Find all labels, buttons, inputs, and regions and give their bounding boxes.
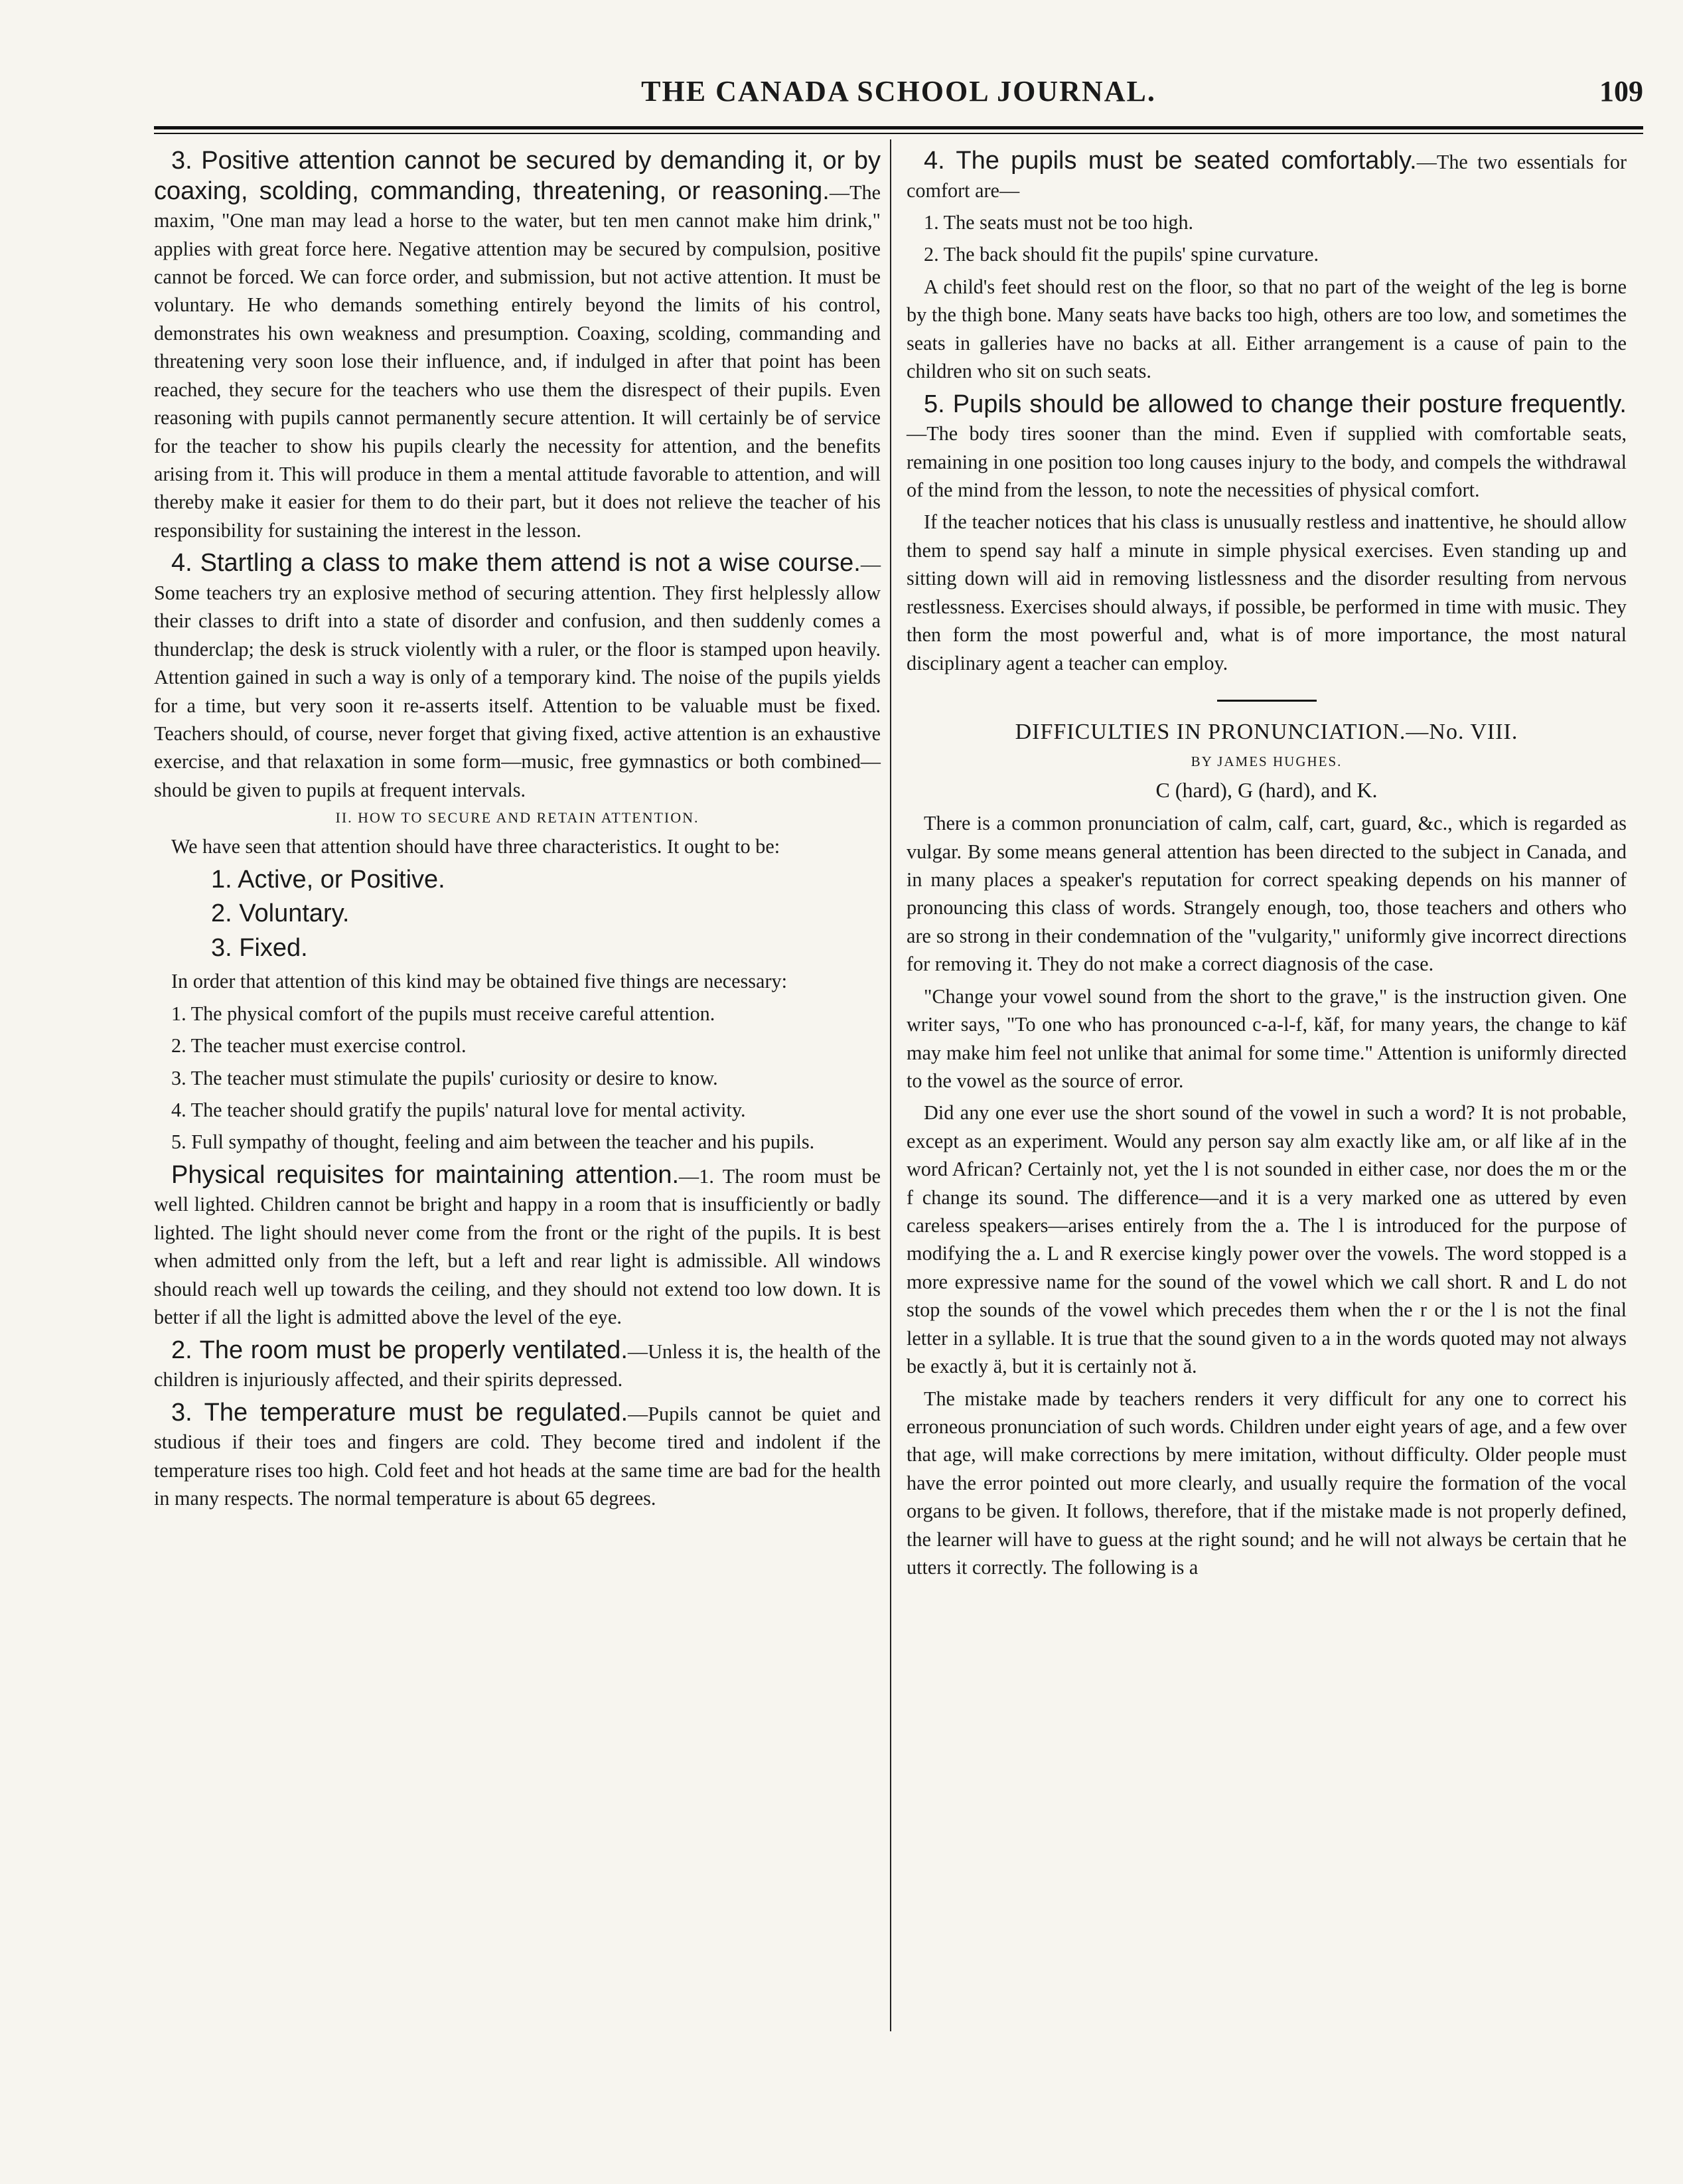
requirement-item: 1. The physical comfort of the pupils must receive careful attention. [171, 1002, 715, 1025]
lead-posture: 5. Pupils should be allowed to change their posture frequently. [924, 390, 1627, 418]
lead-physical-requisites: Physical requisites for maintaining attention. [171, 1160, 680, 1189]
paragraph-temperature [154, 1398, 881, 1513]
column-divider [890, 139, 891, 2031]
article-paragraph: Did any one ever use the short sound of the vowel in such a word? It is not probable, except as an experiment. Would any person say alm exactly like am, or alf like af in the word African? Certainly not, yet the l is not sounded in either case, nor does the m or the f change its sound. The difference—and it is a very marked one as uttered by even careless speakers—arises entirely from the a. The l is introduced for the purpose of modifying the a. L and R exercise kingly power over the vowels. The word stopped is a more expressive name for the sound of the vowel which we call short. R and L do not stop the sounds of the vowel which precedes them when the r or the l is not the final letter in a syllable. It is true that the sound given to a in the words quoted may not always be exactly ä, but it is certainly not ă. [907, 1101, 1627, 1378]
lead-ventilated: 2. The room must be properly ventilated. [171, 1336, 628, 1364]
lead-seated: 4. The pupils must be seated comfortably. [924, 147, 1417, 175]
article-title: DIFFICULTIES IN PRONUNCIATION.—No. VIII. [1015, 719, 1518, 744]
requirement-item: 5. Full sympathy of thought, feeling and aim between the teacher and his pupils. [171, 1131, 815, 1154]
article-paragraph: There is a common pronunciation of calm, calf, cart, guard, &c., which is regarded as vulgar. By some means general attention has been directed to the subject in Canada, and in many places a speaker's reputation for correct speaking depends on his manner of pronouncing this class of words. Strangely enough, too, those teachers and others who are so strong in their condemnation of the "vulgarity," uniformly give incorrect directions for removing it. They do not make a correct diagnosis of the case. [907, 812, 1627, 976]
requirement-item: 3. The teacher must stimulate the pupils' curiosity or desire to know. [171, 1066, 718, 1089]
header-rule-thin [154, 133, 1643, 134]
paragraph-seated [907, 146, 1627, 204]
page-header [154, 74, 1643, 121]
header-rule-thick [154, 126, 1643, 129]
characteristic-item: 3. Fixed. [211, 933, 308, 962]
lead-positive-attention: 3. Positive attention cannot be secured by demanding it, or by coaxing, scolding, commanding, threatening, or reasoning. [154, 147, 881, 205]
journal-title: THE CANADA SCHOOL JOURNAL. [641, 75, 1156, 108]
body-posture: —The body tires sooner than the mind. Even if supplied with comfortable seats, remaining in one position too long causes injury to the body, and compels the withdrawal of the mind from the lesson, to note the necessities of physical comfort. [907, 422, 1627, 501]
requirement-item: 4. The teacher should gratify the pupils' natural love for mental activity. [171, 1099, 746, 1122]
paragraph-ventilated [154, 1336, 881, 1394]
paragraph-positive-attention [154, 146, 881, 544]
body-seated: —The two essentials for comfort are— [907, 151, 1627, 202]
lead-startling-class: 4. Startling a class to make them attend is not a wise course. [171, 549, 861, 578]
seat-rule-item: 1. The seats must not be too high. [924, 211, 1194, 234]
body-positive-attention: —The maxim, "One man may lead a horse to the water, but ten men cannot make him drink," applies with great force here. Negative attention may be secured by compulsion, positive cannot be forced. We can force order, and submission, but not active attention. It must be voluntary. He who demands something entirely beyond the limits of his control, demonstrates his own weakness and presumption. Coaxing, scolding, commanding and threatening very soon lose their influence, and, if indulged in after that point has been reached, they secure for the teachers who use them the disrespect of their pupils. Even reasoning with pupils cannot permanently secure attention. It will certainly be of service for the teacher to show his pupils clearly the necessity for attention, and the benefits arising from it. This will produce in them a mental attitude favorable to attention, and will thereby make it easier for them to do their part, but it does not relieve the teacher of his responsibility for sustaining the interest in the lesson. [154, 181, 881, 542]
page-number: 109 [1599, 75, 1643, 108]
right-column [907, 146, 1627, 1586]
paragraph-restless: If the teacher notices that his class is unusually restless and inattentive, he should allow them to spend say half a minute in simple physical exercises. Even standing up and sitting down will aid in removing listlessness and the disorder resulting from nervous restlessness. Exercises should always, if possible, be performed in time with music. They then form the most powerful and, what is of more importance, the most natural disciplinary agent a teacher can employ. [907, 510, 1627, 674]
paragraph-physical-requisites [154, 1160, 881, 1332]
paragraph-posture [907, 390, 1627, 505]
left-column [154, 146, 881, 1516]
body-ventilated: —Unless it is, the health of the children is injuriously affected, and their spirits depressed. [154, 1340, 881, 1391]
characteristics-intro: We have seen that attention should have three characteristics. It ought to be: [171, 835, 780, 858]
body-startling-class: —Some teachers try an explosive method of securing attention. They first helplessly allow their classes to drift into a state of disorder and confusion, and then suddenly comes a thunderclap; the desk is struck violently with a ruler, or the floor is stamped upon heavily. Attention gained in such a way is only of a temporary kind. The noise of the pupils yields for a time, but very soon it re-asserts itself. Attention to be valuable must be fixed. Teachers should, of course, never forget that giving fixed, active attention is an exhaustive exercise, and that relaxation in some form—music, free gymnastics or both combined—should be given to pupils at frequent intervals. [154, 553, 881, 801]
section-subhead: II. HOW TO SECURE AND RETAIN ATTENTION. [335, 809, 699, 826]
five-things-intro: In order that attention of this kind may be obtained five things are necessary: [171, 970, 787, 993]
body-physical-requisites: —1. The room must be well lighted. Children cannot be bright and happy in a room that is insufficiently or badly lighted. The light should never come from the front or the right of the pupils. It is best when admitted only from the left, but a left and rear light is admissible. All windows should reach well up towards the ceiling, and they should not extend too low down. It is better if all the light is admitted above the level of the eye. [154, 1164, 881, 1329]
article-separator [1217, 700, 1317, 702]
characteristic-item: 1. Active, or Positive. [211, 865, 445, 894]
characteristic-item: 2. Voluntary. [211, 899, 350, 928]
paragraph-startling-class [154, 548, 881, 804]
paragraph-feet: A child's feet should rest on the floor, so that no part of the weight of the leg is borne by the thigh bone. Many seats have backs too high, others are too low, and sometimes the seats in galleries have no backs at all. Either arrangement is a cause of pain to the children who sit on such seats. [907, 275, 1627, 383]
body-temperature: —Pupils cannot be quiet and studious if their toes and fingers are cold. They become tired and indolent if the temperature rises too high. Cold feet and hot heads at the same time are bad for the health in many respects. The normal temperature is about 65 degrees. [154, 1402, 881, 1510]
article-byline: BY JAMES HUGHES. [1191, 753, 1343, 769]
article-paragraph: The mistake made by teachers renders it very difficult for any one to correct his erroneous pronunciation of such words. Children under eight years of age, and a few over that age, will make corrections by mere imitation, without difficulty. Older people must have the error pointed out more clearly, and usually require the formation of the vocal organs to be given. It follows, therefore, that if the mistake made is not properly defined, the learner will have to guess at the right sound; and he will not always be certain that he utters it correctly. The following is a [907, 1387, 1627, 1579]
requirement-item: 2. The teacher must exercise control. [171, 1034, 467, 1057]
lead-temperature: 3. The temperature must be regulated. [171, 1398, 628, 1427]
seat-rule-item: 2. The back should fit the pupils' spine curvature. [924, 243, 1319, 266]
article-paragraph: "Change your vowel sound from the short to the grave," is the instruction given. One writer says, "To one who has pronounced c-a-l-f, kăf, for many years, the change to käf may make him feel not unlike that animal for some time." Attention is uniformly directed to the vowel as the source of error. [907, 984, 1627, 1092]
sounds-heading: C (hard), G (hard), and K. [1155, 778, 1378, 803]
